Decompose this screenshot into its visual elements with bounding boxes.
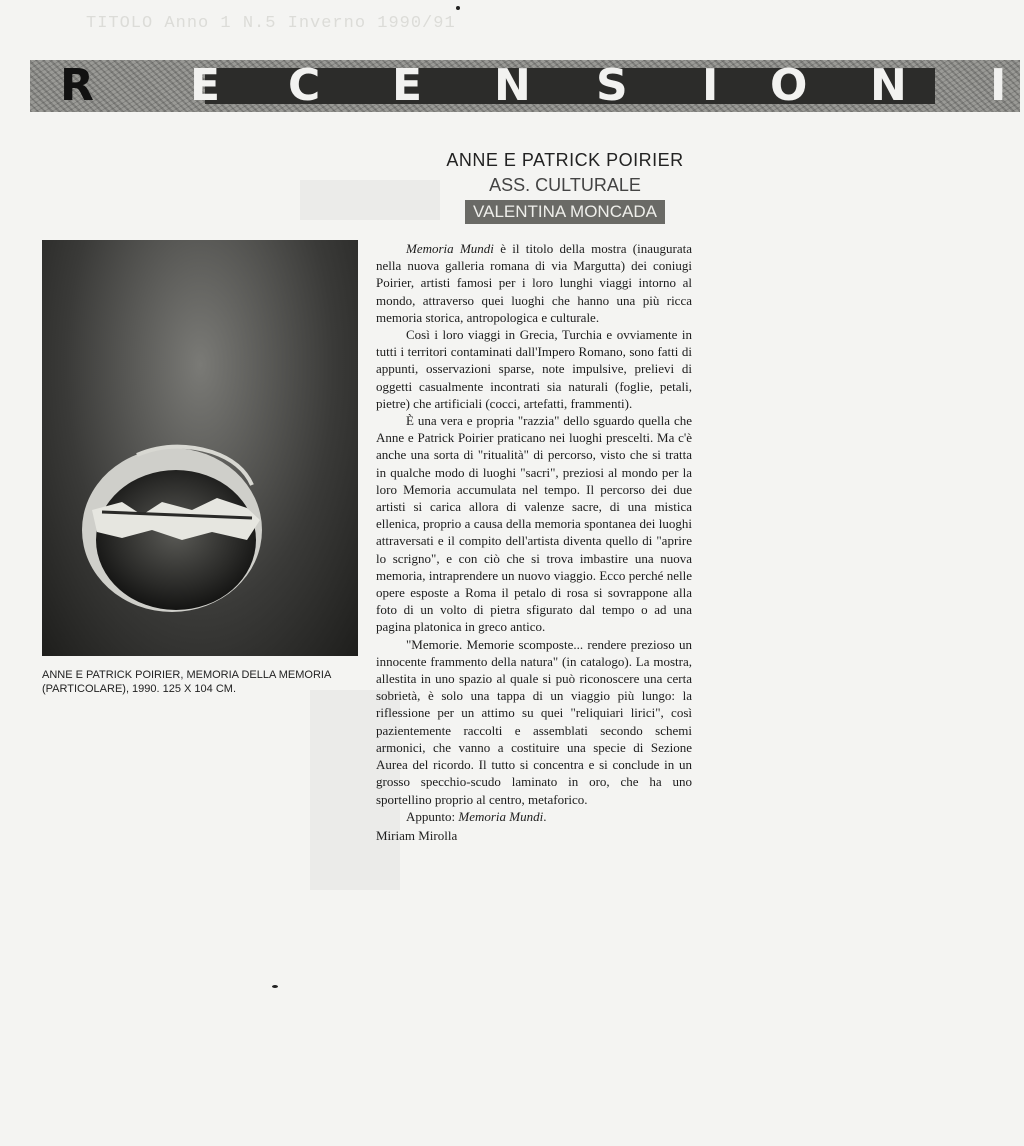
banner-letter: I [990, 60, 1007, 111]
article-paragraph: "Memorie. Memorie scomposte... rendere prezioso un innocente frammento della natura" (in catalogo). La mostra, allestita in uno spazio al quale si può riconoscere una certa sobrietà, è solo una tappa di un viaggio più lungo: la riflessione per un attimo su quei "reliquiari lirici", così pazientemente raccolti e assemblati secondo schemi armonici, che vanno a costituire una specie di Sezione Aurea del ricordo. Il tutto si concentra e si conclude in un grosso specchio-scudo laminato in oro, che ha uno sportellino proprio al centro, metaforico. [376, 636, 692, 807]
article-title-block [400, 150, 730, 224]
exhibition-title: Memoria Mundi [406, 241, 494, 256]
banner-letter: N [494, 60, 531, 111]
banner-letter: C [288, 60, 321, 111]
running-head: TITOLO Anno 1 N.5 Inverno 1990/91 [86, 14, 456, 33]
artwork-photo [42, 240, 358, 656]
article-body [376, 240, 692, 844]
banner-letter: I [702, 60, 719, 111]
section-banner [30, 60, 1020, 112]
organization-name: ASS. CULTURALE [489, 175, 641, 195]
banner-letter: R [60, 60, 94, 111]
speck [456, 6, 460, 10]
article-paragraph: Così i loro viaggi in Grecia, Turchia e ovviamente in tutti i territori contaminati dall'Impero Romano, sono fatti di appunti, osservazioni sparse, note impulsive, prelievi di oggetti casualmente incontrati sia naturali (foglie, petali, pietre) che artificiali (cocci, artefatti, frammenti). [376, 327, 692, 411]
gallery-name: VALENTINA MONCADA [465, 200, 665, 224]
article-paragraph: Memoria Mundi è il titolo della mostra (inaugurata nella nuova galleria romana di via Margutta) dei coniugi Poirier, artisti famosi per i loro lunghi viaggi intorno al mondo, attraverso quei luoghi che hanno una più ricca memoria storica, antropologica e culturale. [376, 241, 692, 325]
speck [272, 985, 278, 988]
banner-letter: E [392, 60, 423, 111]
stone-disc-illustration [42, 240, 358, 656]
banner-letter: E [190, 60, 221, 111]
banner-letter: N [870, 60, 907, 111]
banner-letter: O [770, 60, 808, 111]
banner-letter: S [596, 60, 628, 111]
image-caption: ANNE E PATRICK POIRIER, MEMORIA DELLA MEMORIA (PARTICOLARE), 1990. 125 X 104 CM. [42, 669, 331, 695]
article-paragraph: Appunto: Memoria Mundi. [406, 808, 547, 824]
article-paragraph: È una vera e propria "razzia" dello sguardo quella che Anne e Patrick Poirier praticano nei luoghi prescelti. Ma c'è anche una sorta di "ritualità" di percorso, visto che si tratta in qualche modo di luoghi "sacri", preziosi al mondo per la loro Memoria accumulata nel tempo. Il percorso dei due artisti si carica allora di valenze sacre, di una mistica ellenica, proprio a causa della memoria spontanea dei luoghi attraversati e il compito dell'artista diventa quello di "aprire lo scrigno", e con ciò che si trova imbastire una nuova memoria, intraprendere un nuovo viaggio. Ecco perché nelle opere esposte a Roma il petalo di rosa si sovrappone alla foto di un volto di pietra sfigurato dal tempo o ad una pagina platonica in greco antico. [376, 413, 692, 635]
artist-names: ANNE E PATRICK POIRIER [446, 150, 684, 170]
author-signature: Miriam Mirolla [376, 827, 458, 843]
